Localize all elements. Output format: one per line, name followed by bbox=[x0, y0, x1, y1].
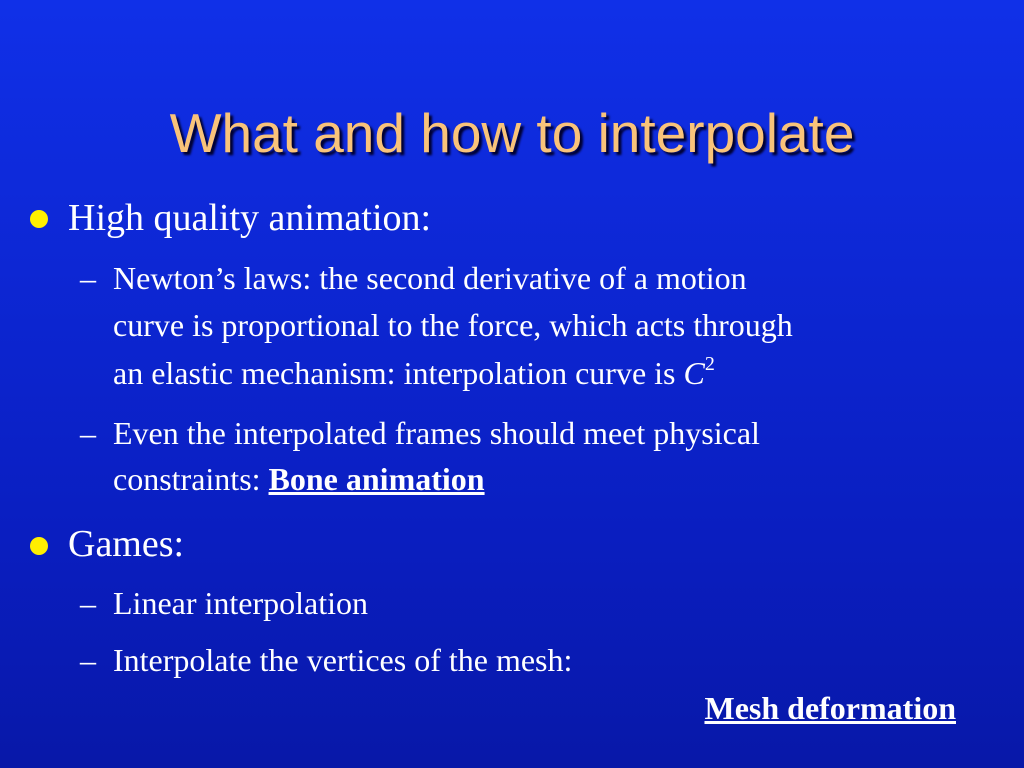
bone-animation-link[interactable]: Bone animation bbox=[268, 461, 485, 497]
sub-bullet-newton-line-3 bbox=[113, 350, 715, 397]
bullet-dot bbox=[30, 537, 48, 555]
sub-bullet-newton-line-1: Newton’s laws: the second derivative of a motion bbox=[113, 260, 747, 296]
sub-bullet-dash: – bbox=[80, 585, 96, 621]
newton-line-3-text: an elastic mechanism: interpolation curve is bbox=[113, 355, 684, 391]
constraints-line-2-text: constraints: bbox=[113, 461, 269, 497]
c-symbol: C bbox=[683, 355, 705, 391]
sub-bullet-dash: – bbox=[80, 642, 96, 678]
sub-bullet-constraints-line-2 bbox=[113, 456, 485, 503]
sub-bullet-dash: – bbox=[80, 415, 96, 451]
slide-title: What and how to interpolate bbox=[169, 102, 855, 164]
bullet-text-high-quality-animation: High quality animation: bbox=[68, 197, 432, 239]
bullet-text-games: Games: bbox=[68, 523, 185, 565]
c-superscript: 2 bbox=[704, 353, 715, 375]
sub-bullet-newton-line-2: curve is proportional to the force, which acts through bbox=[113, 307, 793, 343]
sub-bullet-interpolate-vertices: Interpolate the vertices of the mesh: bbox=[113, 642, 573, 678]
sub-bullet-dash: – bbox=[80, 260, 96, 296]
sub-bullet-constraints-line-1: Even the interpolated frames should meet physical bbox=[113, 415, 760, 451]
bullet-dot bbox=[30, 210, 48, 228]
mesh-deformation-link[interactable]: Mesh deformation bbox=[704, 690, 956, 726]
sub-bullet-linear-interpolation: Linear interpolation bbox=[113, 585, 369, 621]
